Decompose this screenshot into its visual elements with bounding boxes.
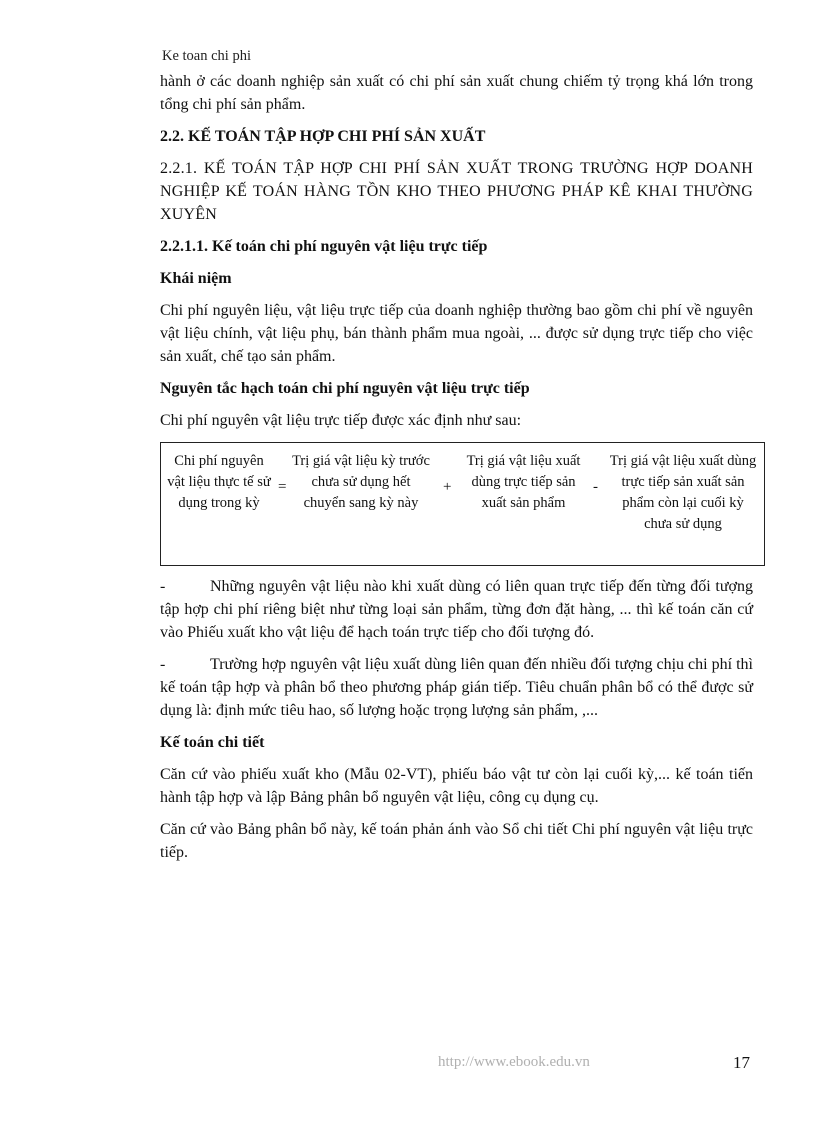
concept-text: Chi phí nguyên liệu, vật liệu trực tiếp của doanh nghiệp thường bao gồm chi phí về nguyên vật liệu chính, vật liệu phụ, bán thành phẩm mua ngoài, ... được sử dụng trực tiếp cho việc sản xuất, chế tạo sản phẩm. bbox=[160, 302, 753, 365]
formula-plus: + bbox=[443, 479, 452, 495]
bullet-dash: - bbox=[160, 578, 166, 595]
subsubsection-heading: 2.2.1.1. Kế toán chi phí nguyên vật liệu trực tiếp bbox=[160, 238, 488, 255]
formula-term-remaining-material: Trị giá vật liệu xuất dùng trực tiếp sản xuất sản phẩm còn lại cuối kỳ chưa sử dụng bbox=[609, 453, 757, 532]
section-heading: 2.2. KẾ TOÁN TẬP HỢP CHI PHÍ SẢN XUẤT bbox=[160, 128, 486, 145]
detail-paragraph-1: Căn cứ vào phiếu xuất kho (Mẫu 02-VT), phiếu báo vật tư còn lại cuối kỳ,... kế toán tiến hành tập hợp và lập Bảng phân bổ nguyên vật liệu, công cụ dụng cụ. bbox=[160, 766, 753, 806]
formula-term-issued-material: Trị giá vật liệu xuất dùng trực tiếp sản xuất sản phẩm bbox=[466, 453, 581, 511]
page-number: 17 bbox=[733, 1053, 750, 1072]
formula-box bbox=[160, 442, 765, 566]
detail-heading: Kế toán chi tiết bbox=[160, 734, 265, 751]
subsection-heading: 2.2.1. KẾ TOÁN TẬP HỢP CHI PHÍ SẢN XUẤT TRONG TRƯỜNG HỢP DOANH NGHIỆP KẾ TOÁN HÀNG TỒN KHO THEO PHƯƠNG PHÁP KÊ KHAI THƯỜNG XUYÊN bbox=[160, 160, 753, 223]
formula-minus: - bbox=[593, 479, 598, 495]
concept-heading: Khái niệm bbox=[160, 270, 232, 287]
bullet-item bbox=[160, 653, 753, 722]
intro-paragraph: hành ở các doanh nghiệp sản xuất có chi phí sản xuất chung chiếm tỷ trọng khá lớn trong tổng chi phí sản phẩm. bbox=[160, 73, 753, 113]
detail-paragraph-2: Căn cứ vào Bảng phân bổ này, kế toán phản ánh vào Sổ chi tiết Chi phí nguyên vật liệu trực tiếp. bbox=[160, 821, 753, 861]
footer-url: http://www.ebook.edu.vn bbox=[438, 1054, 590, 1070]
bullet-dash: - bbox=[160, 656, 166, 673]
page-content bbox=[160, 70, 757, 864]
formula-term-actual-cost: Chi phí nguyên vật liệu thực tế sử dụng trong kỳ bbox=[167, 453, 271, 511]
bullet-item bbox=[160, 575, 753, 644]
formula-term-opening-material: Trị giá vật liệu kỳ trước chưa sử dụng hết chuyển sang kỳ này bbox=[292, 453, 430, 511]
principle-heading: Nguyên tắc hạch toán chi phí nguyên vật liệu trực tiếp bbox=[160, 380, 530, 397]
principle-intro: Chi phí nguyên vật liệu trực tiếp được xác định như sau: bbox=[160, 412, 522, 429]
bullet-text: Trường hợp nguyên vật liệu xuất dùng liên quan đến nhiều đối tượng chịu chi phí thì kế toán tập hợp và phân bổ theo phương pháp gián tiếp. Tiêu chuẩn phân bổ có thể được sử dụng là: định mức tiêu hao, số lượng hoặc trọng lượng sản phẩm, ,... bbox=[160, 656, 753, 719]
bullet-text: Những nguyên vật liệu nào khi xuất dùng có liên quan trực tiếp đến từng đối tượng tập hợp chi phí riêng biệt như từng loại sản phẩm, từng đơn đặt hàng, ... thì kế toán căn cứ vào Phiếu xuất kho vật liệu để hạch toán trực tiếp cho đối tượng đó. bbox=[160, 578, 753, 641]
formula-equals: = bbox=[278, 479, 287, 495]
running-header: Ke toan chi phi bbox=[162, 48, 251, 64]
